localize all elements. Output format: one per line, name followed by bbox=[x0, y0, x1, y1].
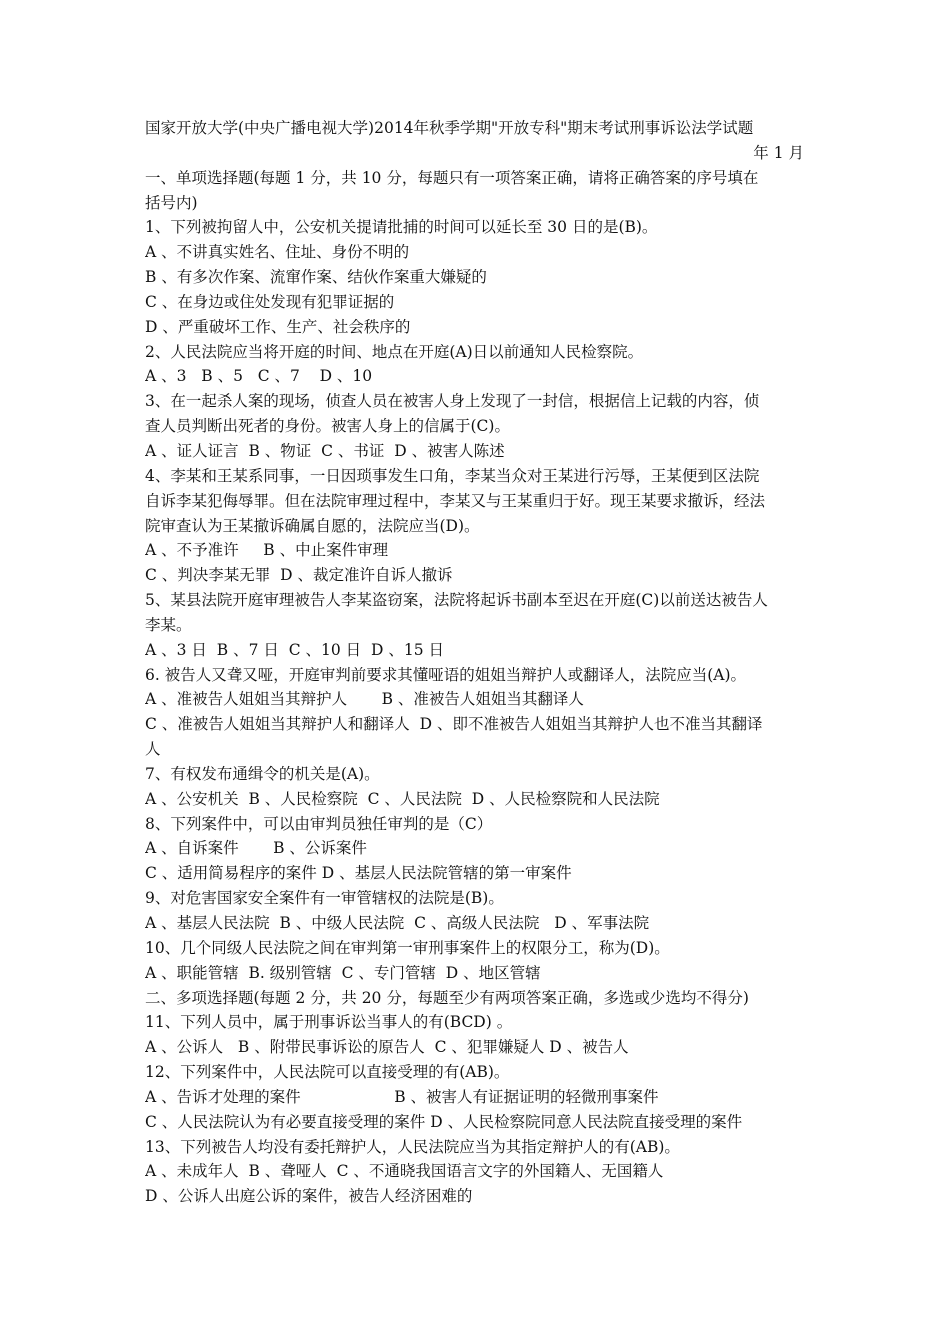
text-line: D 、公诉人出庭公诉的案件，被告人经济困难的 bbox=[145, 1187, 473, 1206]
text-line: 11、下列人员中，属于刑事诉讼当事人的有(BCD) 。 bbox=[145, 1013, 513, 1032]
text-line: 2、人民法院应当将开庭的时间、地点在开庭(A)日以前通知人民检察院。 bbox=[145, 342, 644, 361]
text-line: A 、未成年人 B 、聋哑人 C 、不通晓我国语言文字的外国籍人、无国籍人 bbox=[145, 1162, 664, 1181]
text-line: C 、人民法院认为有必要直接受理的案件 D 、人民检察院同意人民法院直接受理的案件 bbox=[145, 1112, 743, 1131]
text-line: 人 bbox=[145, 740, 161, 759]
text-line: 自诉李某犯侮辱罪。但在法院审理过程中，李某又与王某重归于好。现王某要求撤诉，经法 bbox=[145, 491, 766, 510]
text-line: 13、下列被告人均没有委托辩护人，人民法院应当为其指定辩护人的有(AB)。 bbox=[145, 1137, 680, 1156]
text-line: 5、某县法院开庭审理被告人李某盗窃案，法院将起诉书副本至迟在开庭(C)以前送达被告人 bbox=[145, 591, 768, 610]
text-line: A 、公诉人 B 、附带民事诉讼的原告人 C 、犯罪嫌疑人 D 、被告人 bbox=[145, 1038, 629, 1057]
text-line: A 、自诉案件 B 、公诉案件 bbox=[145, 839, 367, 858]
text-line: 12、下列案件中，人民法院可以直接受理的有(AB)。 bbox=[145, 1063, 510, 1082]
text-line: A 、不予准许 B 、中止案件审理 bbox=[145, 541, 389, 560]
document-page bbox=[145, 116, 810, 1209]
text-line: 院审查认为王某撤诉确属自愿的，法院应当(D)。 bbox=[145, 516, 480, 535]
text-line: 10、几个同级人民法院之间在审判第一审刑事案件上的权限分工，称为(D)。 bbox=[145, 938, 670, 957]
text-line: 8、下列案件中，可以由审判员独任审判的是（C） bbox=[145, 814, 493, 833]
text-line: 9、对危害国家安全案件有一审管辖权的法院是(B)。 bbox=[145, 889, 504, 908]
text-line: B 、有多次作案、流窜作案、结伙作案重大嫌疑的 bbox=[145, 268, 487, 287]
text-line: A 、3 B 、5 C 、7 D 、10 bbox=[145, 367, 373, 386]
text-line: C 、判决李某无罪 D 、裁定准许自诉人撤诉 bbox=[145, 566, 453, 585]
text-line: C 、准被告人姐姐当其辩护人和翻译人 D 、即不准被告人姐姐当其辩护人也不准当其翻译 bbox=[145, 715, 763, 734]
text-line: A 、准被告人姐姐当其辩护人 B 、准被告人姐姐当其翻译人 bbox=[145, 690, 584, 709]
document-title: 国家开放大学(中央广播电视大学)2014年秋季学期"开放专科"期末考试刑事诉讼法学试题 bbox=[145, 119, 754, 137]
text-line: A 、证人证言 B 、物证 C 、书证 D 、被害人陈述 bbox=[145, 441, 505, 460]
text-line: C 、在身边或住处发现有犯罪证据的 bbox=[145, 292, 395, 311]
text-line: A 、基层人民法院 B 、中级人民法院 C 、高级人民法院 D 、军事法院 bbox=[145, 914, 650, 932]
text-line: A 、告诉才处理的案件 B 、被害人有证据证明的轻微刑事案件 bbox=[145, 1087, 659, 1106]
text-line: 7、有权发布通缉令的机关是(A)。 bbox=[145, 764, 380, 783]
text-line: A 、公安机关 B 、人民检察院 C 、人民法院 D 、人民检察院和人民法院 bbox=[145, 789, 660, 808]
document-date: 年 1 月 bbox=[753, 143, 804, 162]
text-line: A 、职能管辖 B. 级别管辖 C 、专门管辖 D 、地区管辖 bbox=[145, 963, 541, 982]
text-line: 1、下列被拘留人中，公安机关提请批捕的时间可以延长至 30 日的是(B)。 bbox=[145, 218, 658, 237]
text-line: A 、不讲真实姓名、住址、身份不明的 bbox=[145, 243, 410, 262]
text-line: 4、李某和王某系同事，一日因琐事发生口角，李某当众对王某进行污辱，王某便到区法院 bbox=[145, 466, 760, 485]
text-line: 查人员判断出死者的身份。被害人身上的信属于(C)。 bbox=[145, 417, 510, 436]
text-line: 二、多项选择题(每题 2 分，共 20 分，每题至少有两项答案正确，多选或少选均不得分) bbox=[145, 988, 749, 1007]
text-line: D 、严重破坏工作、生产、社会秩序的 bbox=[145, 317, 411, 336]
text-line: 3、在一起杀人案的现场，侦查人员在被害人身上发现了一封信，根据信上记载的内容，侦 bbox=[145, 392, 760, 411]
text-line: 括号内) bbox=[145, 193, 198, 212]
text-line: A 、3 日 B 、7 日 C 、10 日 D 、15 日 bbox=[145, 640, 445, 659]
document-body bbox=[145, 166, 810, 1209]
text-line: 6. 被告人又聋又哑，开庭审判前要求其懂哑语的姐姐当辩护人或翻译人，法院应当(A)。 bbox=[145, 665, 747, 684]
text-line: C 、适用简易程序的案件 D 、基层人民法院管辖的第一审案件 bbox=[145, 864, 572, 883]
text-line: 一、单项选择题(每题 1 分，共 10 分，每题只有一项答案正确，请将正确答案的序号填在 bbox=[145, 168, 759, 187]
text-line: 李某。 bbox=[145, 615, 192, 634]
